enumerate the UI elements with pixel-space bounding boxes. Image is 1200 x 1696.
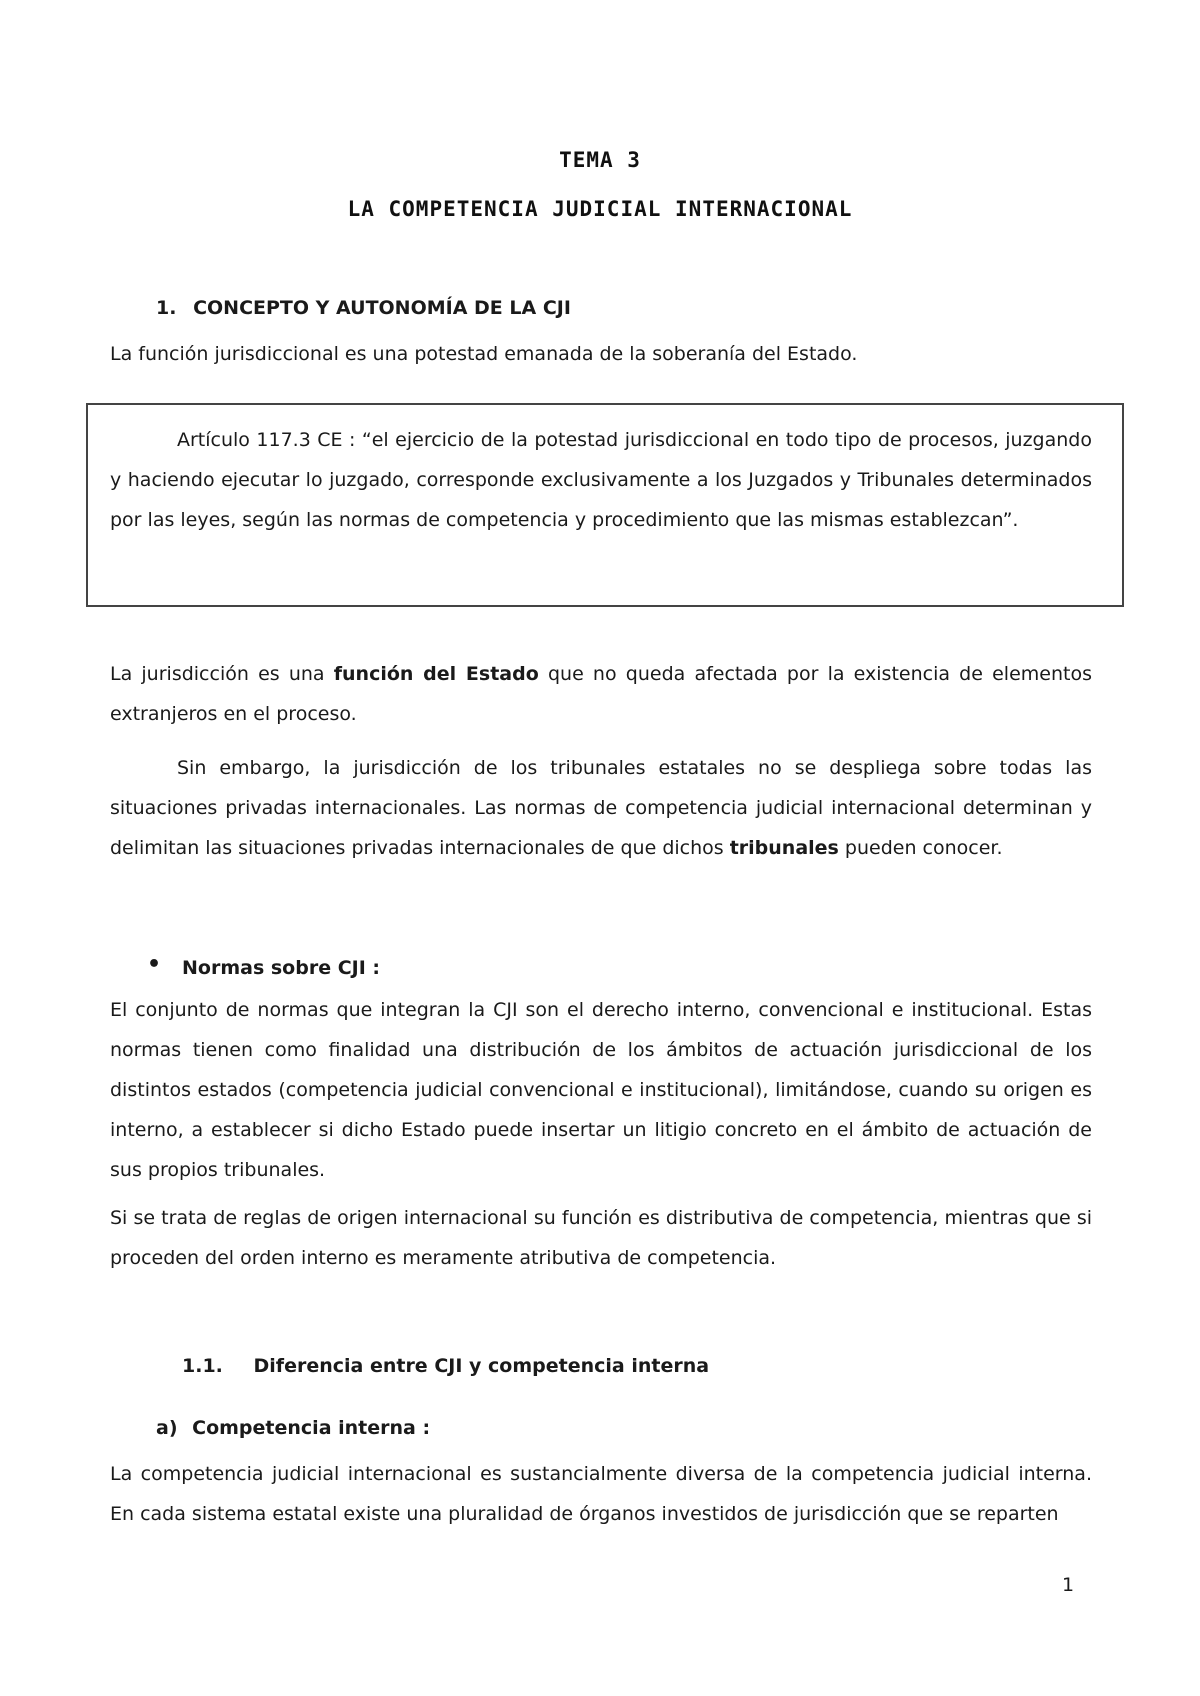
tema-title: TEMA 3 bbox=[559, 148, 641, 172]
text-span: que no queda afectada por la existencia de elementos extranjeros en el proceso. bbox=[110, 663, 1092, 725]
paragraph-reglas: Si se trata de reglas de origen internacional su función es distributiva de competencia, mientras que si proceden del orden interno es meramente atributiva de competencia. bbox=[110, 1207, 1092, 1269]
section-1-intro: La función jurisdiccional es una potestad emanada de la soberanía del Estado. bbox=[110, 343, 858, 365]
text-span: La jurisdicción es una bbox=[110, 663, 334, 685]
bullet-icon: • bbox=[147, 952, 162, 977]
subsection-title: Diferencia entre CJI y competencia interna bbox=[253, 1355, 710, 1377]
text-span: Sin embargo, la jurisdicción de los tribunales estatales no se despliega sobre todas las situaciones privadas internacionales. Las normas de competencia judicial internacional determinan y delimitan las situaciones privadas internacionales de que dichos bbox=[110, 757, 1092, 859]
article-quote: Artículo 117.3 CE : “el ejercicio de la potestad jurisdiccional en todo tipo de procesos, juzgando y haciendo ejecutar lo juzgado, corresponde exclusivamente a los Juzgados y Tribunales determinados por las leyes, según las normas de competencia y procedimiento que las mismas establezcan”. bbox=[110, 429, 1092, 531]
subsub-a-title: Competencia interna : bbox=[192, 1417, 431, 1439]
document-title: LA COMPETENCIA JUDICIAL INTERNACIONAL bbox=[347, 197, 853, 221]
bold-text: función del Estado bbox=[333, 663, 539, 685]
section-1-title: CONCEPTO Y AUTONOMÍA DE LA CJI bbox=[193, 297, 571, 319]
paragraph-jurisdiccion bbox=[110, 654, 1092, 734]
section-1-number: 1. bbox=[156, 297, 177, 319]
bullet-heading: Normas sobre CJI : bbox=[182, 957, 380, 979]
subsection-number: 1.1. bbox=[182, 1355, 223, 1377]
page-number: 1 bbox=[1062, 1574, 1075, 1596]
paragraph-sin-embargo bbox=[110, 748, 1092, 868]
subsection-heading bbox=[182, 1346, 982, 1386]
subsub-a-heading bbox=[156, 1408, 756, 1448]
bold-text: tribunales bbox=[729, 837, 839, 859]
paragraph-competencia: La competencia judicial internacional es sustancialmente diversa de la competencia judicial interna. En cada sistema estatal existe una pluralidad de órganos investidos de jurisdicción que se reparten bbox=[110, 1463, 1092, 1525]
section-1-heading bbox=[156, 288, 956, 328]
subsub-a-label: a) bbox=[156, 1417, 178, 1439]
text-span: pueden conocer. bbox=[838, 837, 1003, 859]
paragraph-conjunto: El conjunto de normas que integran la CJI son el derecho interno, convencional e institucional. Estas normas tienen como finalidad una distribución de los ámbitos de actuación jurisdiccional de los distintos estados (competencia judicial convencional e institucional), limitándose, cuando su origen es interno, a establecer si dicho Estado puede insertar un litigio concreto en el ámbito de actuación de sus propios tribunales. bbox=[110, 999, 1092, 1181]
